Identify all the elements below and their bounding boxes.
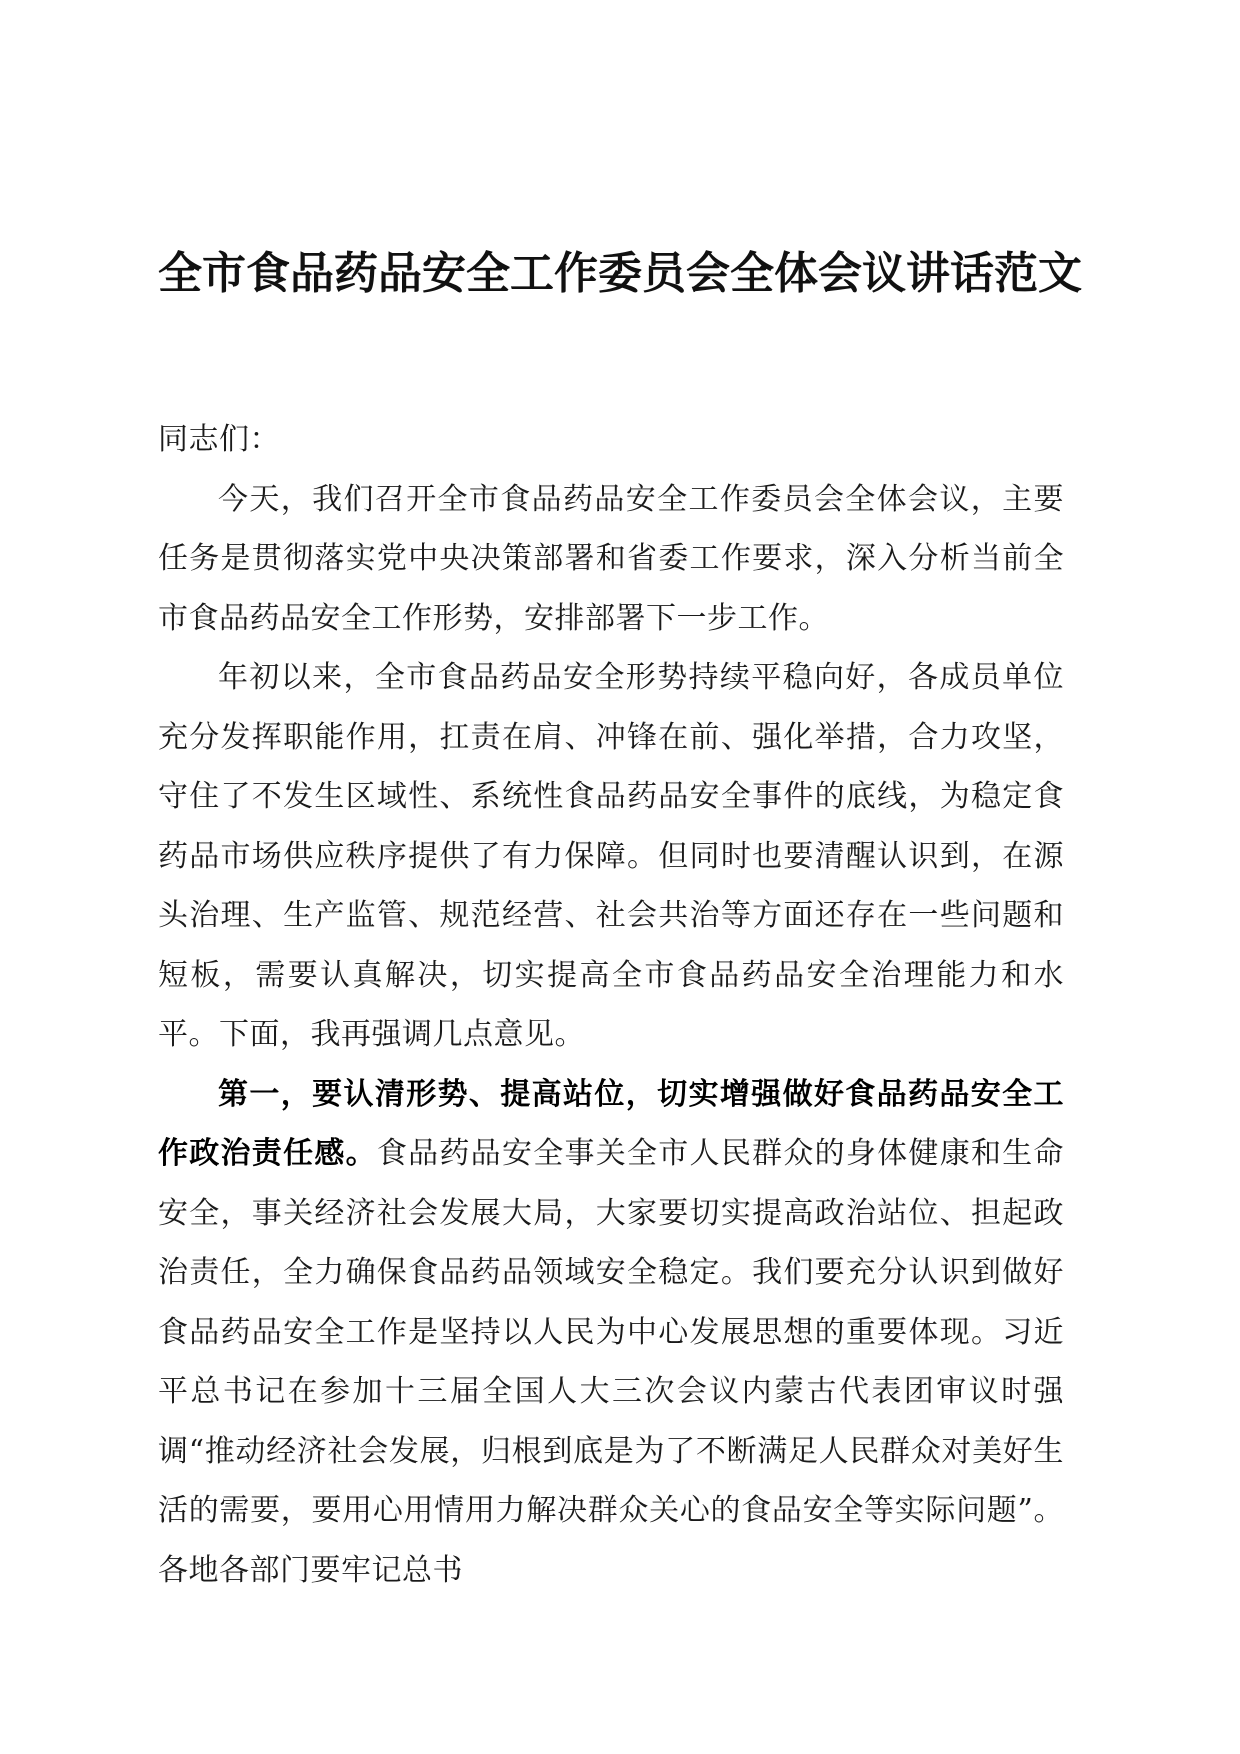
paragraph-1-text: 今天，我们召开全市食品药品安全工作委员会全体会议，主要任务是贯彻落实党中央决策部署和省委工作要求，深入分析当前全市食品药品安全工作形势，安排部署下一步工作。 (158, 481, 1064, 636)
salutation: 同志们： (158, 422, 280, 457)
paragraph-3-heading: 第一，要认清形势、提高站位，切实增强做好食品药品安全工作政治责任感。 (158, 1076, 1064, 1171)
document-title: 全市食品药品安全工作委员会全体会议讲话范文 (158, 248, 1082, 299)
paragraph-2 (158, 648, 1064, 1065)
paragraph-2-text: 年初以来，全市食品药品安全形势持续平稳向好，各成员单位充分发挥职能作用，扛责在肩、冲锋在前、强化举措，合力攻坚，守住了不发生区域性、系统性食品药品安全事件的底线，为稳定食药品市场供应秩序提供了有力保障。但同时也要清醒认识到，在源头治理、生产监管、规范经营、社会共治等方面还存在一些问题和短板，需要认真解决，切实提高全市食品药品安全治理能力和水平。下面，我再强调几点意见。 (158, 660, 1064, 1052)
paragraph-1 (158, 470, 1064, 649)
paragraph-3 (158, 1065, 1064, 1601)
paragraph-3-text: 食品药品安全事关全市人民群众的身体健康和生命安全，事关经济社会发展大局，大家要切实提高政治站位、担起政治责任，全力确保食品药品领域安全稳定。我们要充分认识到做好食品药品安全工作是坚持以人民为中心发展思想的重要体现。习近平总书记在参加十三届全国人大三次会议内蒙古代表团审议时强调“推动经济社会发展，归根到底是为了不断满足人民群众对美好生活的需要，要用心用情用力解决群众关心的食品安全等实际问题”。各地各部门要牢记总书 (158, 1136, 1064, 1588)
document-body (158, 410, 1064, 1600)
